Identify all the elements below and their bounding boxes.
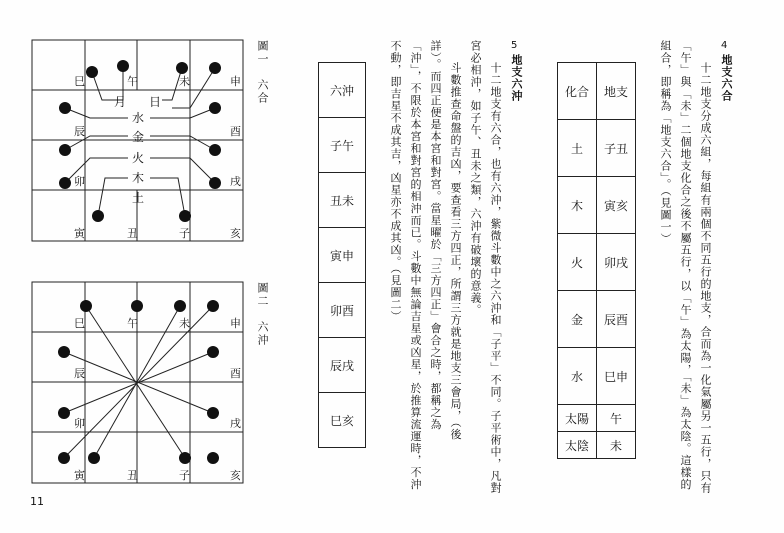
section5-line: 「沖」，不限於本宮和對宮的相沖而已。斗數中無論吉星或凶星，於推算流運時，不沖: [409, 40, 422, 491]
section4-line: 十二地支分成六組，每組有兩個不同五行的地支，合而為一化氣屬另一五行，只有: [699, 62, 712, 494]
section4-number: 4: [721, 40, 728, 51]
branch-label: 未: [179, 317, 190, 330]
branch-label: 戌: [230, 175, 241, 188]
table-cell: 卯戌: [597, 234, 636, 291]
table-cell: 太陰: [558, 432, 597, 459]
branch-label: 子: [179, 469, 190, 482]
branch-label: 辰: [74, 367, 85, 380]
branch-label: 午: [127, 317, 138, 330]
table-cell: 水: [558, 348, 597, 405]
dot: [58, 346, 70, 358]
table-cell: 巳亥: [319, 393, 366, 448]
dot: [88, 452, 100, 464]
branch-label: 子: [179, 227, 190, 240]
table-header: 六沖: [319, 63, 366, 118]
dot: [176, 62, 188, 74]
branch-label: 巳: [74, 317, 85, 330]
table-cell: 太陽: [558, 405, 597, 432]
branch-label: 巳: [74, 75, 85, 88]
table-cell: 土: [558, 120, 597, 177]
center-label: 水: [132, 111, 145, 125]
section5-line: 斗數推查命盤的吉凶，要查看三方四正，所謂三方就是地支三會局，（後: [449, 62, 462, 441]
section5-title: 地支六沖: [510, 54, 523, 102]
dot: [59, 102, 71, 114]
section4-line: 組合，即稱為「地支六合」。（見圖一）: [659, 40, 672, 245]
table-cell: 卯酉: [319, 283, 366, 338]
dot: [209, 102, 221, 114]
dot: [80, 300, 92, 312]
table-header: 化合: [558, 63, 597, 120]
branch-label: 丑: [127, 469, 138, 482]
dot: [207, 452, 219, 464]
branch-label: 午: [127, 75, 138, 88]
section5-line: 不動，即吉星不成其吉，凶星亦不成其凶。（見圖二）: [389, 40, 402, 323]
table-cell: 寅亥: [597, 177, 636, 234]
table-cell: 子丑: [597, 120, 636, 177]
dot: [207, 407, 219, 419]
page-number: 11: [30, 495, 44, 508]
figure-liuchong-diagram: [30, 280, 245, 485]
table-header: 地支: [597, 63, 636, 120]
branch-label: 辰: [74, 125, 85, 138]
table-cell: 巳申: [597, 348, 636, 405]
liuhe-table: [557, 62, 636, 459]
branch-label: 申: [230, 75, 241, 88]
branch-label: 亥: [230, 469, 241, 482]
figure1-caption: 圖一 六合: [256, 40, 269, 105]
branch-label: 未: [179, 75, 190, 88]
table-cell: 辰戌: [319, 338, 366, 393]
dot: [92, 210, 104, 222]
table-cell: 金: [558, 291, 597, 348]
figure2-caption: 圖二 六沖: [256, 282, 269, 347]
branch-label: 丑: [127, 227, 138, 240]
table-cell: 火: [558, 234, 597, 291]
section5-line: 宮必相沖，如子午、丑未之類，六沖有破壞的意義。: [469, 40, 482, 316]
dot: [58, 452, 70, 464]
liuchong-table: [318, 62, 366, 448]
section5-line: 詳）。而四正便是本宮和對宮。當星曜於「三方四正」會合之時，都稱之為: [429, 40, 442, 431]
branch-label: 申: [230, 317, 241, 330]
dot: [209, 144, 221, 156]
branch-label: 卯: [74, 417, 85, 430]
branch-label: 亥: [230, 227, 241, 240]
center-label: 土: [132, 191, 145, 205]
dot: [131, 300, 143, 312]
section4-line: 「午」與「未」二個地支化合之後不屬五行，以「午」為太陽，「未」為太陰。這樣的: [679, 40, 692, 491]
center-label: 火: [132, 151, 145, 165]
dot: [179, 210, 191, 222]
dot: [86, 66, 98, 78]
dot: [207, 300, 219, 312]
table-cell: 丑未: [319, 173, 366, 228]
section4-title: 地支六合: [720, 54, 733, 102]
branch-label: 寅: [74, 469, 85, 482]
dot: [209, 62, 221, 74]
dot: [117, 60, 129, 72]
center-label: 日: [149, 95, 162, 109]
branch-label: 酉: [230, 367, 241, 380]
dot: [207, 346, 219, 358]
dot: [58, 407, 70, 419]
branch-label: 戌: [230, 417, 241, 430]
table-cell: 子午: [319, 118, 366, 173]
center-label: 木: [132, 171, 145, 185]
table-cell: 木: [558, 177, 597, 234]
center-label: 月: [114, 95, 127, 109]
dot: [59, 144, 71, 156]
section5-number: 5: [511, 40, 518, 51]
dot: [174, 300, 186, 312]
section5-line: 十二地支有六合，也有六沖，紫微斗數中之六沖和「子平」不同。子平術中，凡對: [489, 62, 502, 494]
dot: [59, 177, 71, 189]
dot: [179, 452, 191, 464]
center-label: 金: [132, 130, 145, 144]
table-cell: 未: [597, 432, 636, 459]
dot: [209, 177, 221, 189]
branch-label: 寅: [74, 227, 85, 240]
branch-label: 酉: [230, 125, 241, 138]
table-cell: 辰酉: [597, 291, 636, 348]
table-cell: 午: [597, 405, 636, 432]
table-cell: 寅申: [319, 228, 366, 283]
figure-liuhe-diagram: [30, 38, 245, 243]
branch-label: 卯: [74, 175, 85, 188]
